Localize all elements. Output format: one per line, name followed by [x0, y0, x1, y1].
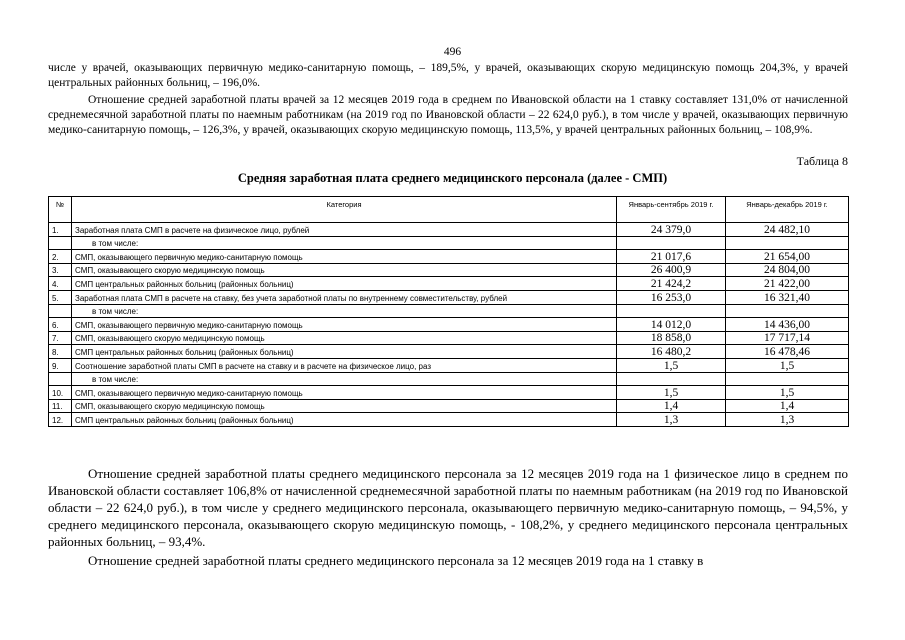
row-category: СМП, оказывающего скорую медицинскую помощь: [72, 263, 617, 277]
row-number: [49, 236, 72, 250]
row-category: Заработная плата СМП в расчете на ставку, без учета заработной платы по внутреннему совместительству, рублей: [72, 290, 617, 304]
row-number: 4.: [49, 277, 72, 291]
row-value-jan-dec: 16 478,46: [726, 345, 849, 359]
table-title: Средняя заработная плата среднего медицинского персонала (далее - СМП): [237, 171, 668, 185]
table-header-row: [49, 197, 849, 223]
row-number: 10.: [49, 386, 72, 400]
row-value-jan-dec: [726, 304, 849, 318]
row-number: 11.: [49, 399, 72, 413]
row-value-jan-sep: 1,3: [617, 413, 726, 427]
header-category: Категория: [72, 197, 617, 223]
row-number: 7.: [49, 331, 72, 345]
row-value-jan-dec: 24 482,10: [726, 223, 849, 237]
row-value-jan-dec: [726, 372, 849, 386]
row-number: 8.: [49, 345, 72, 359]
row-category: Заработная плата СМП в расчете на физическое лицо, рублей: [72, 223, 617, 237]
table-label: Таблица 8: [796, 154, 848, 168]
row-number: 3.: [49, 263, 72, 277]
page-number: 496: [443, 46, 462, 58]
header-jan-dec-2019: Январь-декабрь 2019 г.: [726, 197, 849, 223]
row-value-jan-sep: 21 424,2: [617, 277, 726, 291]
row-category: СМП, оказывающего скорую медицинскую помощь: [72, 399, 617, 413]
row-value-jan-sep: 14 012,0: [617, 318, 726, 332]
row-number: 6.: [49, 318, 72, 332]
table-row: [49, 413, 849, 427]
table-row: [49, 331, 849, 345]
table-row: [49, 250, 849, 264]
row-value-jan-sep: 21 017,6: [617, 250, 726, 264]
table-row: [49, 304, 849, 318]
row-value-jan-dec: 1,5: [726, 386, 849, 400]
row-number: 9.: [49, 358, 72, 372]
table-row: [49, 372, 849, 386]
row-value-jan-sep: 16 253,0: [617, 290, 726, 304]
row-value-jan-dec: 1,3: [726, 413, 849, 427]
row-number: [49, 304, 72, 318]
intro-paragraph-continued: числе у врачей, оказывающих первичную медико-санитарную помощь, – 189,5%, у врачей, оказывающих скорую медицинскую помощь 204,3%, у врачей центральных районных больниц, – 196,0%.: [48, 62, 848, 89]
row-value-jan-sep: 16 480,2: [617, 345, 726, 359]
row-number: 1.: [49, 223, 72, 237]
table-row: [49, 263, 849, 277]
row-value-jan-dec: 17 717,14: [726, 331, 849, 345]
row-number: [49, 372, 72, 386]
row-value-jan-dec: 21 654,00: [726, 250, 849, 264]
salary-table: [48, 196, 849, 427]
row-value-jan-sep: [617, 372, 726, 386]
row-value-jan-sep: 1,5: [617, 358, 726, 372]
table-row: [49, 236, 849, 250]
row-value-jan-dec: 24 804,00: [726, 263, 849, 277]
row-category: СМП, оказывающего первичную медико-санитарную помощь: [72, 250, 617, 264]
table-row: [49, 399, 849, 413]
table-row: [49, 386, 849, 400]
row-value-jan-sep: 26 400,9: [617, 263, 726, 277]
outro-paragraph-per-rate: Отношение средней заработной платы среднего медицинского персонала за 12 месяцев 2019 года на 1 ставку в: [88, 553, 704, 568]
row-value-jan-sep: [617, 304, 726, 318]
table-row: [49, 358, 849, 372]
row-number: 2.: [49, 250, 72, 264]
row-category: СМП, оказывающего скорую медицинскую помощь: [72, 331, 617, 345]
table-row: [49, 277, 849, 291]
header-number: №: [49, 197, 72, 223]
row-value-jan-dec: 1,4: [726, 399, 849, 413]
row-value-jan-dec: 1,5: [726, 358, 849, 372]
row-number: 12.: [49, 413, 72, 427]
row-value-jan-sep: 1,5: [617, 386, 726, 400]
row-category: СМП, оказывающего первичную медико-санитарную помощь: [72, 318, 617, 332]
row-value-jan-dec: 21 422,00: [726, 277, 849, 291]
table-row: [49, 223, 849, 237]
table-row: [49, 318, 849, 332]
row-category: СМП центральных районных больниц (районных больниц): [72, 277, 617, 291]
row-category: СМП центральных районных больниц (районных больниц): [72, 345, 617, 359]
header-jan-sep-2019: Январь-сентябрь 2019 г.: [617, 197, 726, 223]
row-value-jan-sep: [617, 236, 726, 250]
row-value-jan-sep: 1,4: [617, 399, 726, 413]
row-category: в том числе:: [72, 304, 617, 318]
intro-paragraph-doctors-ratio: Отношение средней заработной платы врачей за 12 месяцев 2019 года в среднем по Ивановской области на 1 ставку составляет 131,0% от начисленной среднемесячной заработной платы по наемным работникам (на 2019 год по Ивановской области – 22 624,0 руб.), в том числе у врачей, оказывающих первичную медико-санитарную помощь, – 126,3%, у врачей, оказывающих скорую медицинскую помощь, 113,5%, у врачей центральных районных больниц, – 108,9%.: [48, 94, 848, 136]
row-value-jan-sep: 18 858,0: [617, 331, 726, 345]
row-category: в том числе:: [72, 236, 617, 250]
row-category: СМП центральных районных больниц (районных больниц): [72, 413, 617, 427]
row-value-jan-sep: 24 379,0: [617, 223, 726, 237]
row-category: в том числе:: [72, 372, 617, 386]
row-value-jan-dec: 14 436,00: [726, 318, 849, 332]
outro-paragraph-per-person: Отношение средней заработной платы среднего медицинского персонала за 12 месяцев 2019 года на 1 физическое лицо в среднем по Ивановской области составляет 106,8% от начисленной среднемесячной заработной платы по наемным работникам (на 2019 год по Ивановской области – 22 624,0 руб.), в том числе у среднего медицинского персонала, оказывающего первичную медико-санитарную помощь, – 94,5%, у среднего медицинского персонала, оказывающего скорую медицинскую помощь, - 108,2%, у среднего медицинского персонала центральных районных больниц, – 93,4%.: [48, 466, 848, 549]
row-value-jan-dec: 16 321,40: [726, 290, 849, 304]
table-row: [49, 345, 849, 359]
row-value-jan-dec: [726, 236, 849, 250]
row-category: СМП, оказывающего первичную медико-санитарную помощь: [72, 386, 617, 400]
row-number: 5.: [49, 290, 72, 304]
row-category: Соотношение заработной платы СМП в расчете на ставку и в расчете на физическое лицо, раз: [72, 358, 617, 372]
table-row: [49, 290, 849, 304]
